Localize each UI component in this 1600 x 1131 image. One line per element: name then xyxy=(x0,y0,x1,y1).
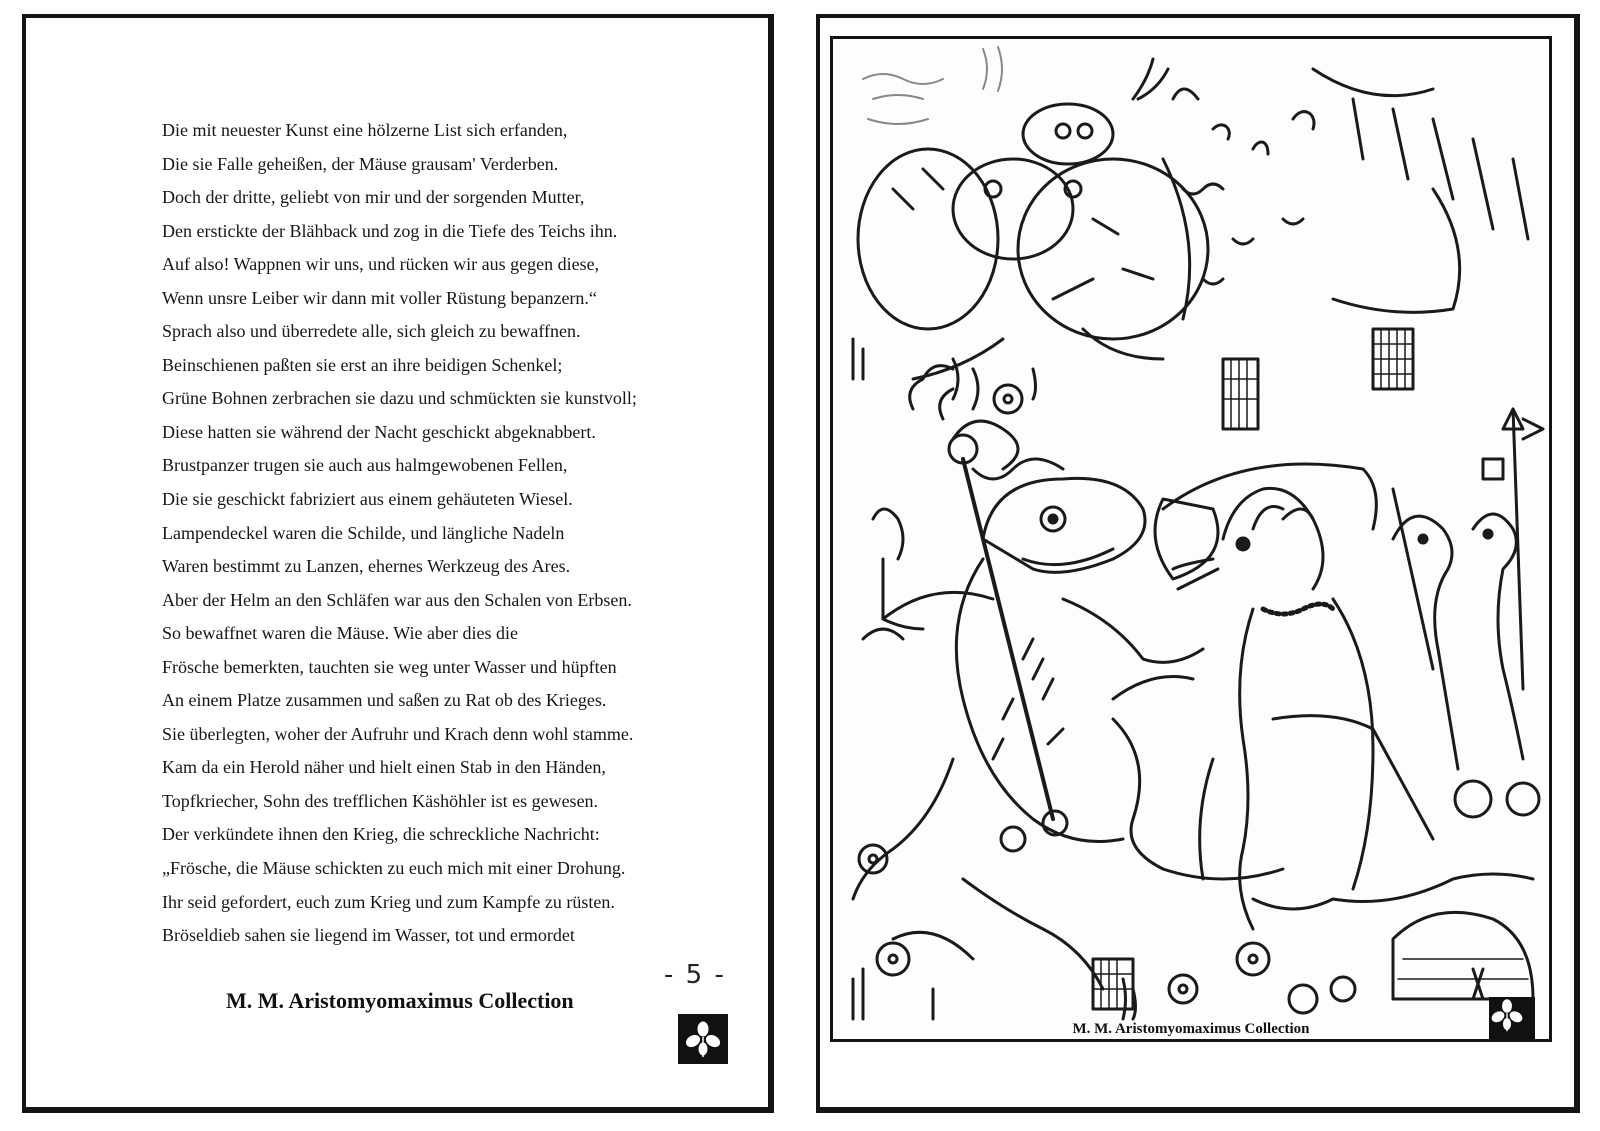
page-number: - 5 - xyxy=(664,960,726,990)
poem-line: Bröseldieb sahen sie liegend im Wasser, tot und ermordet xyxy=(162,925,575,946)
poem-line: Ihr seid gefordert, euch zum Krieg und zum Kampfe zu rüsten. xyxy=(162,891,615,912)
poem-line: Die mit neuester Kunst eine hölzerne List sich erfanden, xyxy=(162,120,568,140)
poem-line: Auf also! Wappnen wir uns, und rücken wir aus gegen diese, xyxy=(162,254,600,275)
poem-line: Waren bestimmt zu Lanzen, ehernes Werkzeug des Ares. xyxy=(162,556,571,577)
leaf-emblem-icon xyxy=(1489,997,1535,1042)
poem-line: Lampendeckel waren die Schilde, und längliche Nadeln xyxy=(162,522,565,543)
left-page xyxy=(22,14,774,1113)
leaf-emblem-icon xyxy=(678,1014,728,1064)
poem-line: Den erstickte der Blähback und zog in die Tiefe des Teichs ihn. xyxy=(162,220,618,241)
poem-line: So bewaffnet waren die Mäuse. Wie aber dies die xyxy=(162,623,518,644)
poem-line: An einem Platze zusammen und saßen zu Rat ob des Krieges. xyxy=(162,690,607,711)
illustration-caption: M. M. Aristomyomaximus Collection xyxy=(1072,1021,1310,1037)
poem-line: „Frösche, die Mäuse schickten zu euch mich mit einer Drohung. xyxy=(162,858,626,879)
poem-line: Grüne Bohnen zerbrachen sie dazu und schmückten sie kunstvoll; xyxy=(162,388,637,409)
poem-line: Doch der dritte, geliebt von mir und der sorgenden Mutter, xyxy=(162,187,585,208)
poem-line: Sie überlegten, woher der Aufruhr und Krach denn wohl stamme. xyxy=(162,723,634,744)
poem-line: Der verkündete ihnen den Krieg, die schreckliche Nachricht: xyxy=(162,824,600,845)
poem-line: Beinschienen paßten sie erst an ihre beidigen Schenkel; xyxy=(162,354,563,375)
collection-title: M. M. Aristomyomaximus Collection xyxy=(226,988,574,1013)
poem-line: Diese hatten sie während der Nacht geschickt abgeknabbert. xyxy=(162,421,596,442)
poem-line: Aber der Helm an den Schläfen war aus den Schalen von Erbsen. xyxy=(162,589,632,610)
poem-line: Topfkriecher, Sohn des trefflichen Käshöhler ist es gewesen. xyxy=(162,790,599,811)
poem-line: Die sie Falle geheißen, der Mäuse grausam' Verderben. xyxy=(162,153,559,174)
poem-text xyxy=(162,114,637,953)
poem-line: Sprach also und überredete alle, sich gleich zu bewaffnen. xyxy=(162,321,581,342)
poem-line: Frösche bemerkten, tauchten sie weg unter Wasser und hüpften xyxy=(162,656,617,677)
frog-mouse-drawing xyxy=(833,39,1549,1039)
right-page xyxy=(816,14,1580,1113)
poem-line: Brustpanzer trugen sie auch aus halmgewobenen Fellen, xyxy=(162,455,568,476)
illustration xyxy=(830,36,1552,1042)
poem-line: Kam da ein Herold näher und hielt einen Stab in den Händen, xyxy=(162,757,606,778)
poem-line: Wenn unsre Leiber wir dann mit voller Rüstung bepanzern.“ xyxy=(162,287,597,308)
poem-line: Die sie geschickt fabriziert aus einem gehäuteten Wiesel. xyxy=(162,489,573,510)
